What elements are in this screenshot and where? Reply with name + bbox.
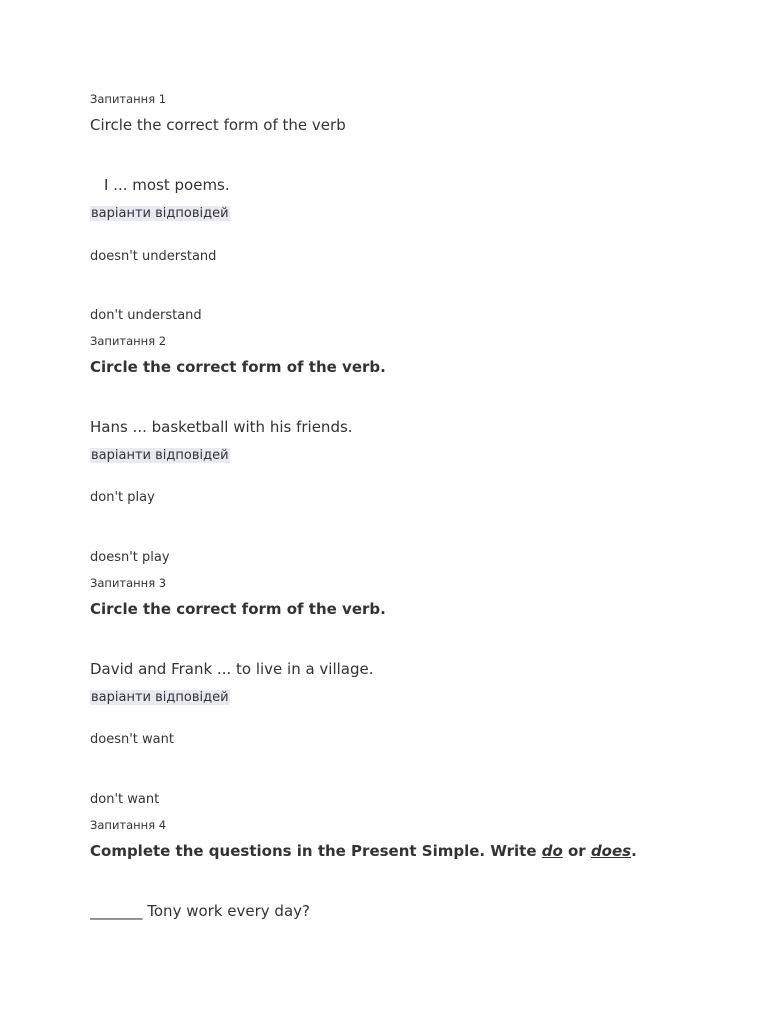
question-3-text: David and Frank ... to live in a village. <box>90 660 374 678</box>
question-4-title <box>90 842 637 860</box>
question-1-answer-2[interactable]: don't understand <box>90 308 202 323</box>
question-2-label: Запитання 2 <box>90 334 167 348</box>
question-4-title-do: do <box>541 842 563 860</box>
question-2-title: Circle the correct form of the verb. <box>90 358 386 376</box>
question-3-answer-1[interactable]: doesn't want <box>90 732 174 747</box>
question-4-text <box>90 902 310 920</box>
question-2-variants-label: варіанти відповідей <box>91 448 229 463</box>
question-1-text: I ... most poems. <box>104 176 230 194</box>
question-3-label: Запитання 3 <box>90 576 167 590</box>
question-2-text: Hans ... basketball with his friends. <box>90 418 353 436</box>
question-4-title-or: or <box>562 842 591 860</box>
question-4-label: Запитання 4 <box>90 818 167 832</box>
question-1-answer-1[interactable]: doesn't understand <box>90 249 217 264</box>
question-1-title: Circle the correct form of the verb <box>90 116 346 134</box>
question-4-blank[interactable]: _______ <box>90 902 143 920</box>
question-3-variants-label: варіанти відповідей <box>91 690 229 705</box>
question-2-answer-1[interactable]: don't play <box>90 490 155 505</box>
question-3-title: Circle the correct form of the verb. <box>90 600 386 618</box>
question-2-answer-2[interactable]: doesn't play <box>90 550 170 565</box>
question-4-title-part1: Complete the questions in the Present Simple. Write <box>90 842 542 860</box>
question-1-variants-label: варіанти відповідей <box>91 206 229 221</box>
question-4-title-end: . <box>631 842 637 860</box>
question-4-title-does: does <box>590 842 632 860</box>
question-4-text-rest: Tony work every day? <box>142 902 310 920</box>
question-3-answer-2[interactable]: don't want <box>90 792 160 807</box>
question-1-label: Запитання 1 <box>90 92 167 106</box>
